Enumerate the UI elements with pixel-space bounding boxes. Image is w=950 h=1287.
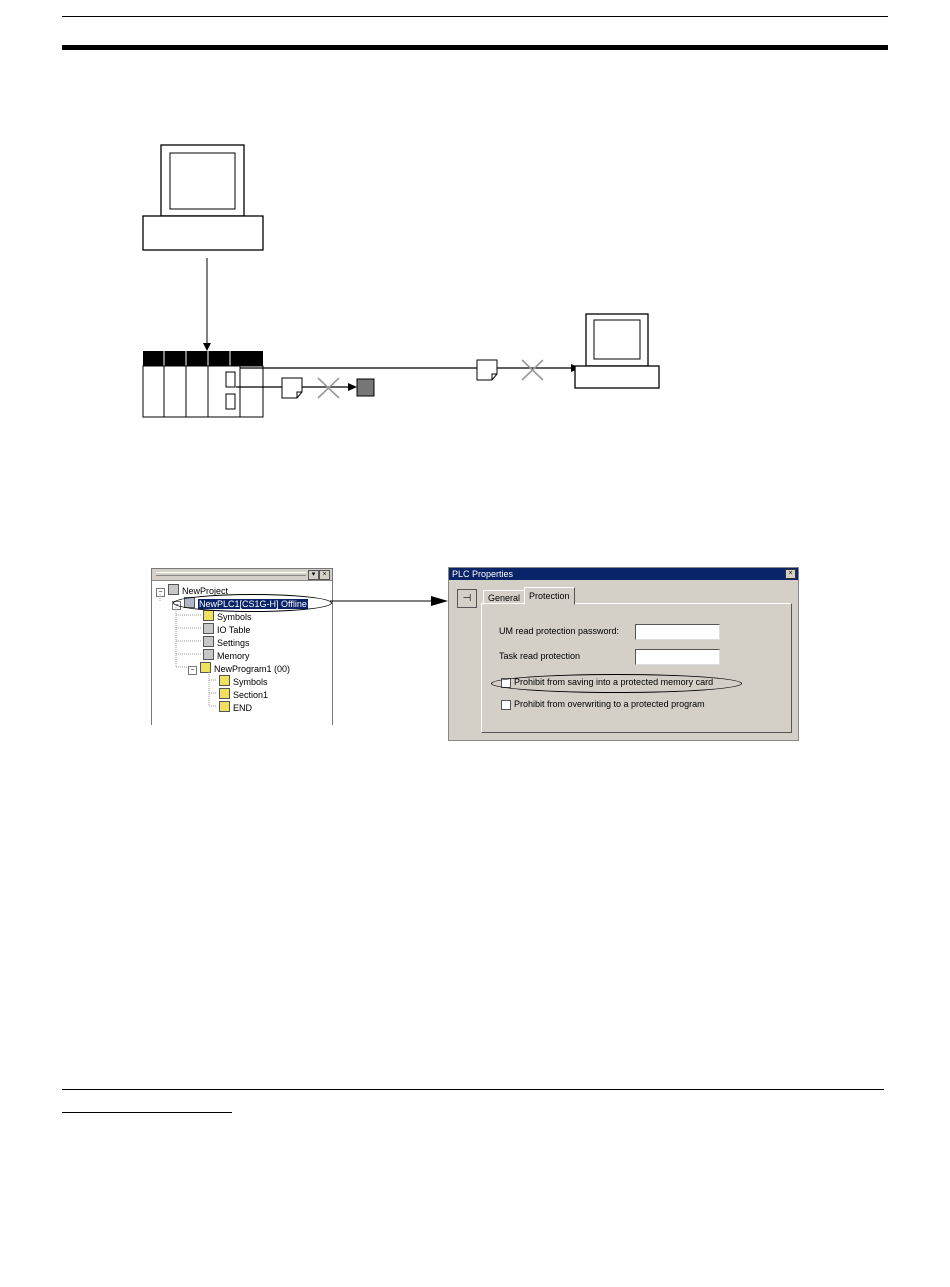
overwrite-label: Prohibit from overwriting to a protected program [514, 699, 705, 709]
tree-item-label: Symbols [217, 612, 252, 622]
project-tree-window [151, 568, 333, 725]
document-icon-upper [477, 360, 497, 380]
close-button[interactable]: × [785, 569, 796, 579]
dialog-titlebar [449, 568, 798, 580]
arrow-head-down [203, 343, 211, 351]
memory-card-label: Prohibit from saving into a protected memory card [514, 677, 714, 687]
tab-protection[interactable] [524, 587, 575, 605]
tree-item-label: Section1 [233, 690, 269, 700]
tree-item-label: Symbols [233, 677, 268, 687]
pin-button[interactable] [457, 589, 477, 608]
task-read-label: Task read protection [499, 651, 581, 661]
computer-icon-right [575, 314, 659, 388]
tab-label: General [488, 593, 521, 603]
tree-item-label: NewProject [182, 586, 229, 596]
tree-pin-button[interactable]: ▾ [308, 570, 319, 580]
cross-icon-upper [522, 360, 543, 380]
tree-item-label: Memory [217, 651, 250, 661]
overwrite-checkbox[interactable] [501, 700, 511, 710]
network-diagram [0, 0, 950, 560]
computer-icon-top [143, 145, 263, 250]
plc-rack [143, 351, 263, 417]
tree-item-label: Settings [217, 638, 250, 648]
collapse-icon[interactable]: − [188, 666, 197, 675]
task-read-field[interactable] [635, 649, 720, 665]
highlight-oval-plc [173, 594, 332, 612]
footnote-rule [62, 1112, 232, 1113]
tree-close-button[interactable]: × [319, 570, 330, 580]
document-icon-lower [282, 378, 302, 398]
dialog-title: PLC Properties [452, 569, 514, 579]
cross-icon-lower [318, 378, 339, 398]
tree-item-label: NewProgram1 (00) [214, 664, 291, 674]
plc-properties-dialog [448, 567, 799, 741]
memory-card-icon [357, 379, 374, 396]
tree-item-label: IO Table [217, 625, 251, 635]
pin-icon: ⊣ [462, 593, 472, 604]
um-password-label: UM read protection password: [499, 626, 620, 636]
um-password-field[interactable] [635, 624, 720, 640]
highlight-oval-memory-card [491, 674, 742, 693]
connector-arrow [330, 592, 450, 610]
collapse-icon[interactable]: − [172, 601, 181, 610]
arrow-head-right-card [348, 383, 357, 391]
tree-item-label: END [233, 703, 253, 713]
tree-connectors [152, 569, 332, 725]
footer-rule [62, 1089, 884, 1090]
collapse-icon[interactable]: − [156, 588, 165, 597]
protection-panel [481, 603, 792, 733]
tree-item-label: NewPLC1[CS1G-H] Offline [199, 599, 307, 609]
tab-label: Protection [529, 591, 570, 601]
